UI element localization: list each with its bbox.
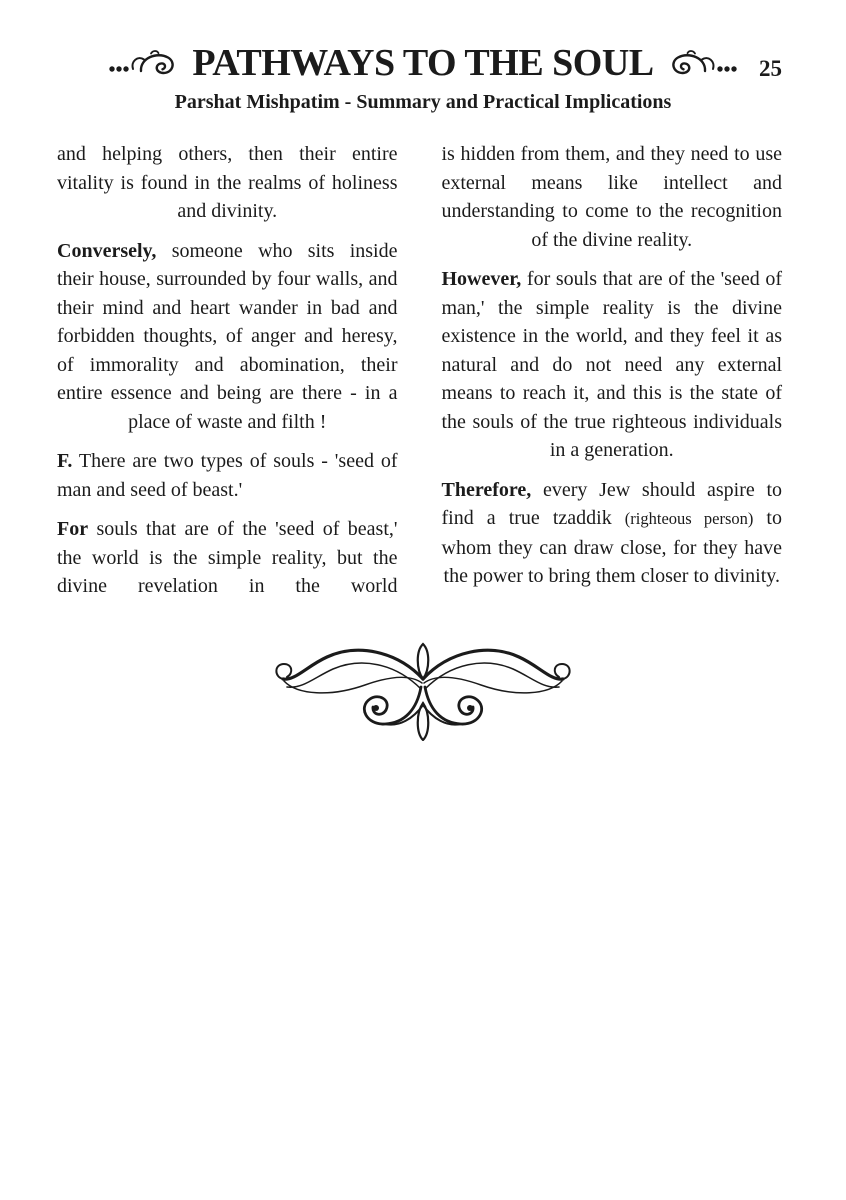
paragraph xyxy=(57,237,398,437)
paragraph xyxy=(57,515,398,601)
text-segment: Therefore, xyxy=(441,478,532,501)
text-segment: However, xyxy=(441,268,522,290)
text-segment: F. xyxy=(57,450,73,472)
text-columns xyxy=(0,114,846,601)
paragraph xyxy=(442,265,783,465)
page-header xyxy=(0,0,846,114)
paragraph xyxy=(57,140,398,226)
text-segment: to whom they can draw close, for they have the power to bring them closer to divinity. xyxy=(441,507,782,587)
footer-flourish-icon xyxy=(273,641,573,741)
text-segment: is hidden from them, and they need to use external means like intellect and understanding to come to the recognition of the divine reality. xyxy=(441,143,782,251)
page-number: 25 xyxy=(759,56,782,81)
paragraph xyxy=(57,447,398,504)
text-segment: There are two types of souls - 'seed of man and seed of beast.' xyxy=(57,450,398,501)
header-right-flourish-icon xyxy=(662,47,740,79)
footer-flourish xyxy=(0,641,846,741)
text-segment: For xyxy=(57,518,89,540)
text-segment: every Jew should aspire to find a true tzaddik xyxy=(441,478,782,529)
text-segment: Conversely, xyxy=(57,239,157,262)
text-segment: (righteous person) xyxy=(624,509,754,528)
text-segment: for souls that are of the 'seed of man,' the simple reality is the divine existence in the world, and they feel it as natural and do not need any external means to reach it, and this is the state of the souls of the true righteous individuals in a generation. xyxy=(441,268,782,461)
text-column-left xyxy=(57,140,398,601)
text-segment: and helping others, then their entire vitality is found in the realms of holiness and divinity. xyxy=(57,143,398,222)
text-segment: someone who sits inside their house, surrounded by four walls, and their mind and heart wander in bad and forbidden thoughts, of anger and heresy, of immorality and abomination, their entire essence and being are there - in a place of waste and filth ! xyxy=(57,239,398,433)
page-subtitle: Parshat Mishpatim - Summary and Practical Implications xyxy=(174,91,672,113)
paragraph xyxy=(442,476,783,591)
page-title: PATHWAYS TO THE SOUL xyxy=(192,42,654,84)
title-row xyxy=(0,44,846,82)
text-column-right xyxy=(442,140,783,601)
text-segment: souls that are of the 'seed of beast,' the world is the simple reality, but the divine revelation in the world xyxy=(57,518,398,597)
paragraph xyxy=(442,140,783,254)
header-left-flourish-icon xyxy=(106,47,184,79)
